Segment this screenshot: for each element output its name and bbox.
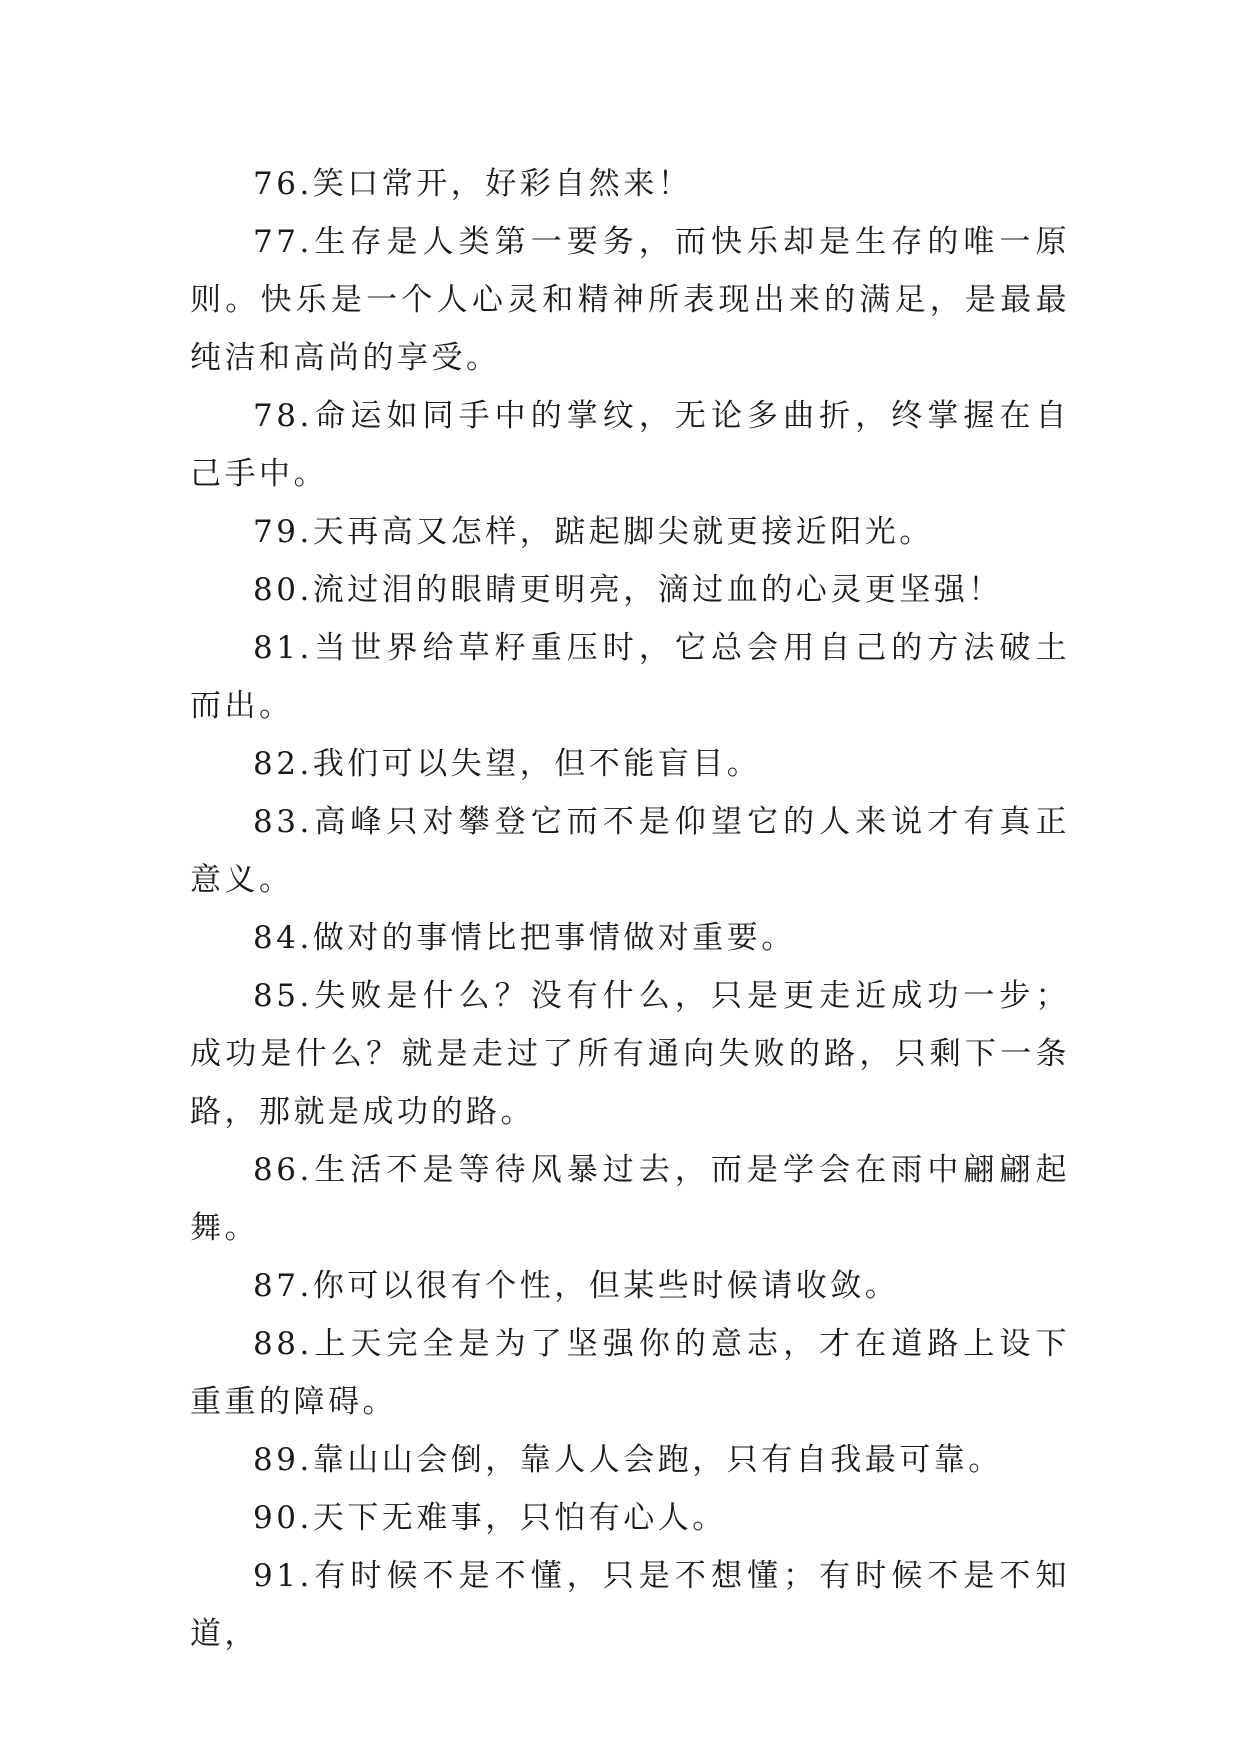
paragraph-89: 89.靠山山会倒，靠人人会跑，只有自我最可靠。 — [253, 1442, 1003, 1478]
paragraph-81: 81.当世界给草籽重压时，它总会用自己的方法破土而出。 — [190, 630, 1070, 724]
paragraph-78: 78.命运如同手中的掌纹，无论多曲折，终掌握在自己手中。 — [190, 398, 1070, 492]
paragraph-91: 91.有时候不是不懂，只是不想懂；有时候不是不知道， — [190, 1558, 1070, 1652]
paragraph-82: 82.我们可以失望，但不能盲目。 — [253, 746, 762, 782]
paragraph-90: 90.天下无难事，只怕有心人。 — [253, 1500, 727, 1536]
paragraph-87: 87.你可以很有个性，但某些时候请收敛。 — [253, 1268, 900, 1304]
paragraph-77: 77.生存是人类第一要务，而快乐却是生存的唯一原则。快乐是一个人心灵和精神所表现出来的满足，是最最纯洁和高尚的享受。 — [190, 224, 1070, 376]
document-body — [190, 155, 1070, 1663]
paragraph-83: 83.高峰只对攀登它而不是仰望它的人来说才有真正意义。 — [190, 804, 1070, 898]
paragraph-79: 79.天再高又怎样，踮起脚尖就更接近阳光。 — [253, 514, 934, 550]
paragraph-76: 76.笑口常开，好彩自然来！ — [253, 166, 693, 202]
paragraph-86: 86.生活不是等待风暴过去，而是学会在雨中翩翩起舞。 — [190, 1152, 1070, 1246]
paragraph-84: 84.做对的事情比把事情做对重要。 — [253, 920, 796, 956]
paragraph-88: 88.上天完全是为了坚强你的意志，才在道路上设下重重的障碍。 — [190, 1326, 1070, 1420]
paragraph-80: 80.流过泪的眼睛更明亮，滴过血的心灵更坚强！ — [253, 572, 1003, 608]
paragraph-85: 85.失败是什么？没有什么，只是更走近成功一步；成功是什么？就是走过了所有通向失败的路，只剩下一条路，那就是成功的路。 — [190, 978, 1070, 1130]
